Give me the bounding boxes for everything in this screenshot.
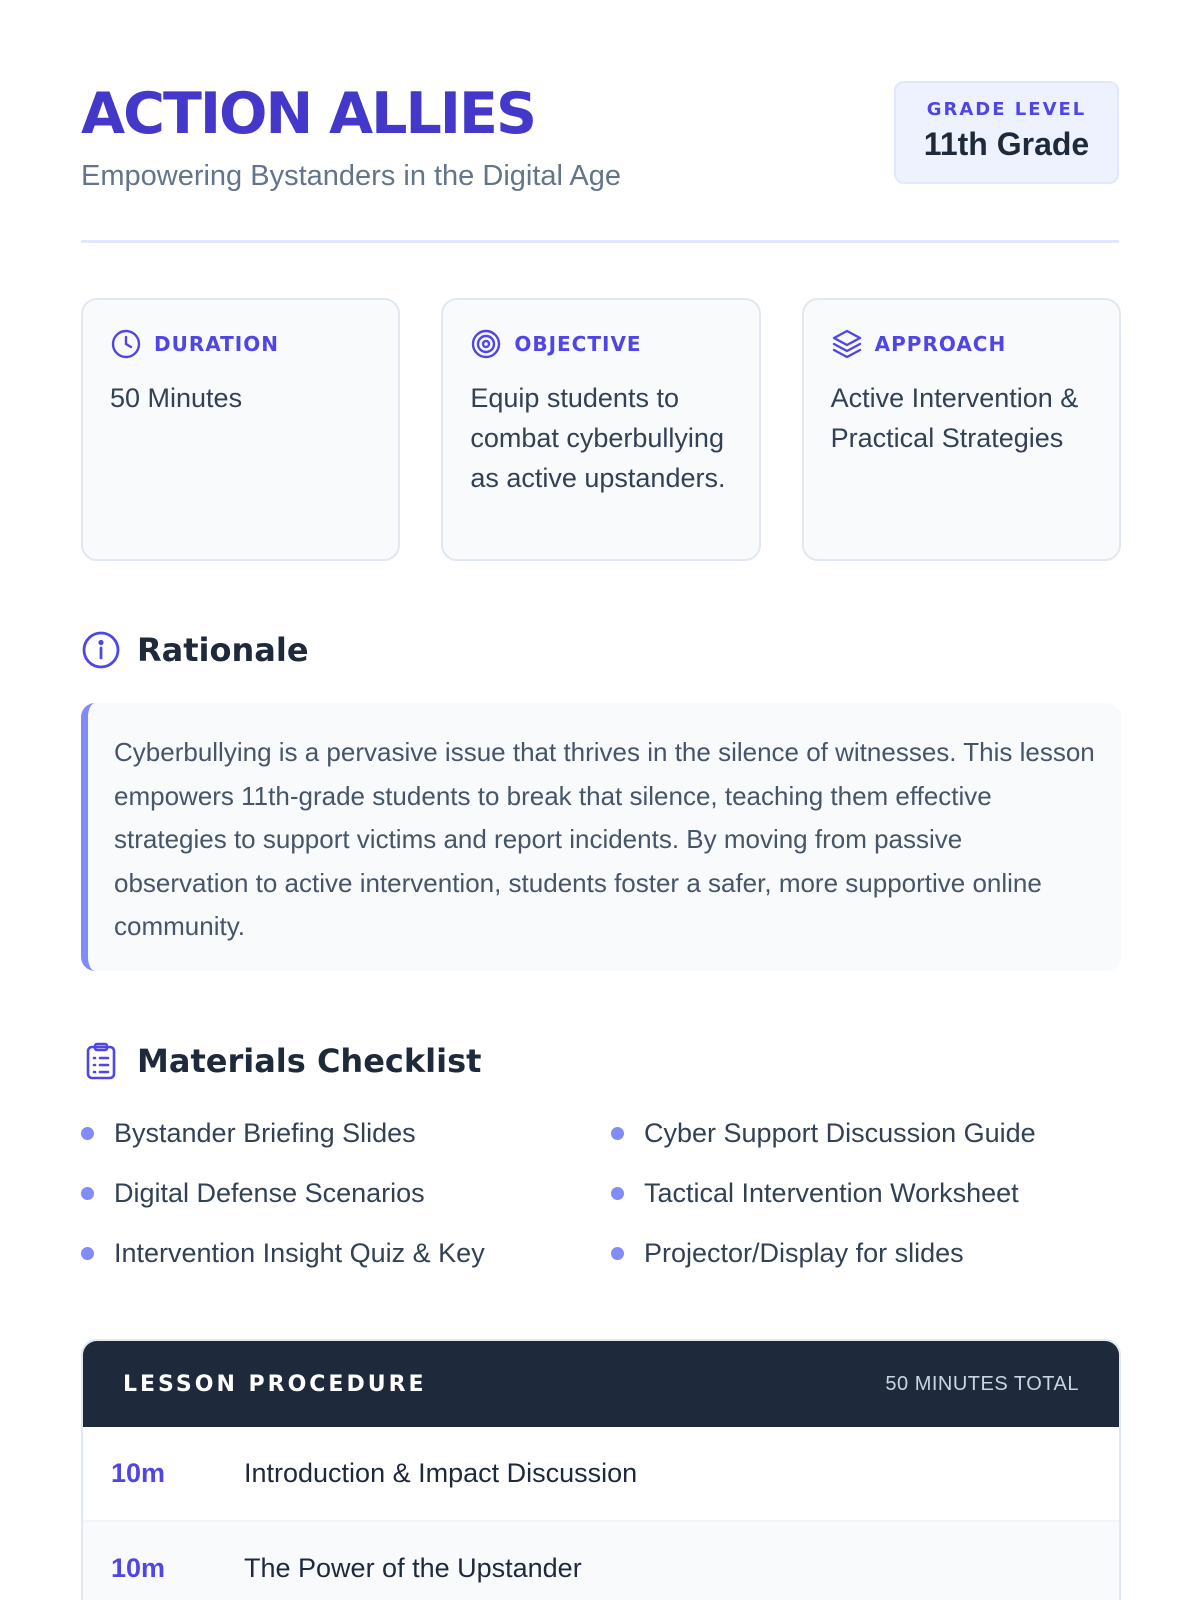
layers-icon [831, 328, 863, 360]
rationale-heading [81, 630, 309, 670]
info-cards [81, 298, 1121, 561]
lesson-procedure-table [81, 1339, 1121, 1600]
rationale-text: Cyberbullying is a pervasive issue that thrives in the silence of witnesses. This lesson empowers 11th-grade students to break that silence, teaching them effective strategies to support victims and report incidents. By moving from passive observation to active intervention, students foster a safer, more supportive online community. [114, 737, 1095, 941]
objective-card-header [470, 328, 731, 360]
procedure-row [83, 1522, 1119, 1600]
duration-card-header [110, 328, 371, 360]
materials-item: Projector/Display for slides [611, 1228, 1121, 1288]
materials-title: Materials Checklist [137, 1042, 482, 1080]
grade-level-value: 11th Grade [923, 126, 1090, 162]
clipboard-icon [81, 1041, 121, 1081]
objective-label: OBJECTIVE [514, 332, 642, 356]
duration-card [81, 298, 400, 561]
duration-label: DURATION [154, 332, 279, 356]
rationale-callout [81, 703, 1121, 971]
procedure-time: 10m [111, 1553, 166, 1583]
procedure-step: The Power of the Upstander [244, 1553, 582, 1583]
procedure-step: Introduction & Impact Discussion [244, 1458, 638, 1488]
procedure-title: LESSON PROCEDURE [123, 1371, 427, 1397]
duration-value: 50 Minutes [110, 383, 243, 413]
materials-item: Tactical Intervention Worksheet [611, 1168, 1121, 1228]
procedure-total: 50 MINUTES TOTAL [885, 1372, 1079, 1395]
objective-value: Equip students to combat cyberbullying as active upstanders. [470, 383, 726, 493]
materials-heading [81, 1041, 481, 1081]
materials-item: Bystander Briefing Slides [81, 1108, 611, 1168]
approach-label: APPROACH [874, 332, 1007, 356]
page-title: ACTION ALLIES [81, 81, 535, 147]
materials-item: Digital Defense Scenarios [81, 1168, 611, 1228]
materials-list [81, 1108, 1121, 1288]
objective-card [441, 298, 760, 561]
procedure-time: 10m [111, 1458, 166, 1488]
procedure-row [83, 1427, 1119, 1522]
procedure-header [83, 1341, 1119, 1427]
rationale-title: Rationale [137, 631, 309, 669]
approach-card [802, 298, 1121, 561]
page-header [81, 0, 1119, 243]
page-subtitle: Empowering Bystanders in the Digital Age [81, 160, 622, 192]
materials-item: Cyber Support Discussion Guide [611, 1108, 1121, 1168]
info-icon [81, 630, 121, 670]
grade-level-badge [894, 81, 1119, 184]
target-icon [470, 328, 502, 360]
grade-level-label: GRADE LEVEL [926, 99, 1087, 120]
approach-value: Active Intervention & Practical Strategies [830, 383, 1079, 453]
approach-card-header [831, 328, 1092, 360]
clock-icon [110, 328, 142, 360]
materials-item: Intervention Insight Quiz & Key [81, 1228, 611, 1288]
